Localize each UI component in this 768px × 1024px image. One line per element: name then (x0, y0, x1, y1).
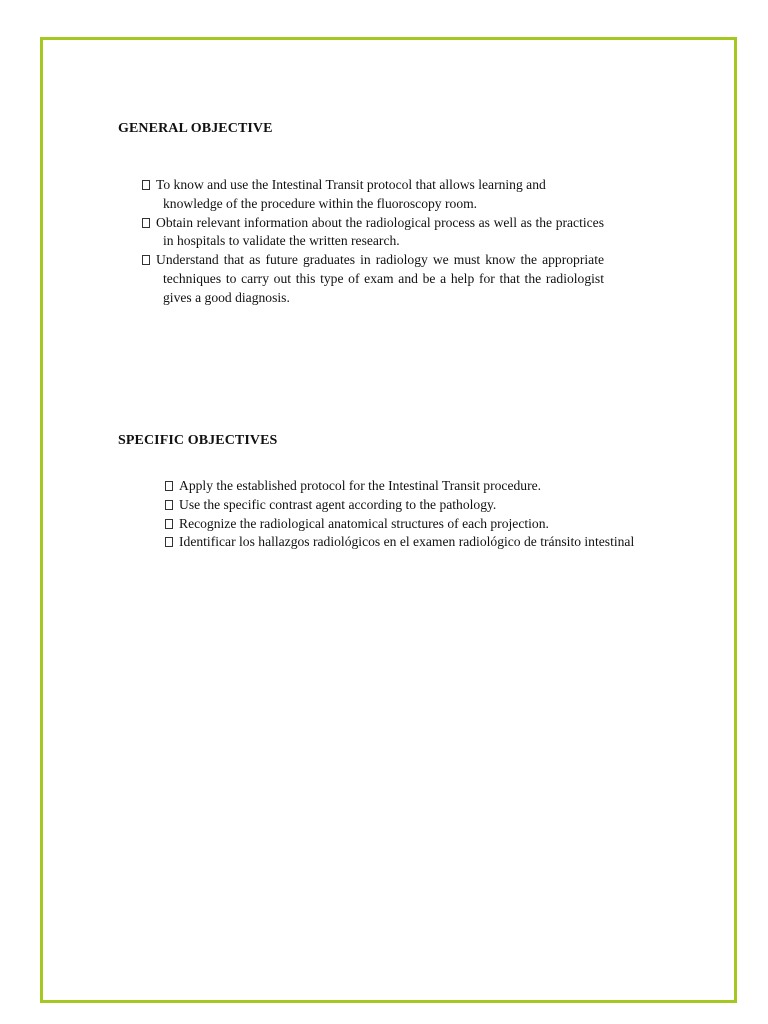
specific-objectives-list (165, 477, 635, 552)
list-item-text: Understand that as future graduates in radiology we must know the appropriate techniques to carry out this type of exam and be a help for that the radiologist gives a good diagnosis. (156, 252, 604, 305)
general-objective-list (142, 176, 604, 308)
list-item-text: Identificar los hallazgos radiológicos en el examen radiológico de tránsito intestinal (179, 534, 635, 550)
list-item-text: Recognize the radiological anatomical structures of each projection. (179, 515, 549, 531)
list-item (142, 176, 604, 214)
checkbox-bullet-icon (165, 481, 173, 491)
checkbox-bullet-icon (142, 180, 150, 190)
list-item (165, 477, 635, 496)
list-item-text: Obtain relevant information about the radiological process as well as the practices in hospitals to validate the written research. (156, 214, 604, 249)
list-item (142, 214, 604, 252)
general-objective-heading: GENERAL OBJECTIVE (118, 121, 273, 136)
list-item-text: To know and use the Intestinal Transit protocol that allows learning and knowledge of the procedure within the fluoroscopy room. (156, 177, 546, 211)
specific-objectives-heading: SPECIFIC OBJECTIVES (118, 433, 278, 448)
checkbox-bullet-icon (142, 218, 150, 228)
checkbox-bullet-icon (165, 519, 173, 529)
list-item-text: Apply the established protocol for the Intestinal Transit procedure. (179, 478, 542, 493)
list-item (165, 533, 635, 552)
list-item (165, 496, 635, 515)
checkbox-bullet-icon (165, 500, 173, 510)
list-item-text: Use the specific contrast agent according to the pathology. (179, 496, 497, 512)
list-item (142, 251, 604, 307)
list-item (165, 515, 635, 534)
checkbox-bullet-icon (165, 537, 173, 547)
checkbox-bullet-icon (142, 255, 150, 265)
